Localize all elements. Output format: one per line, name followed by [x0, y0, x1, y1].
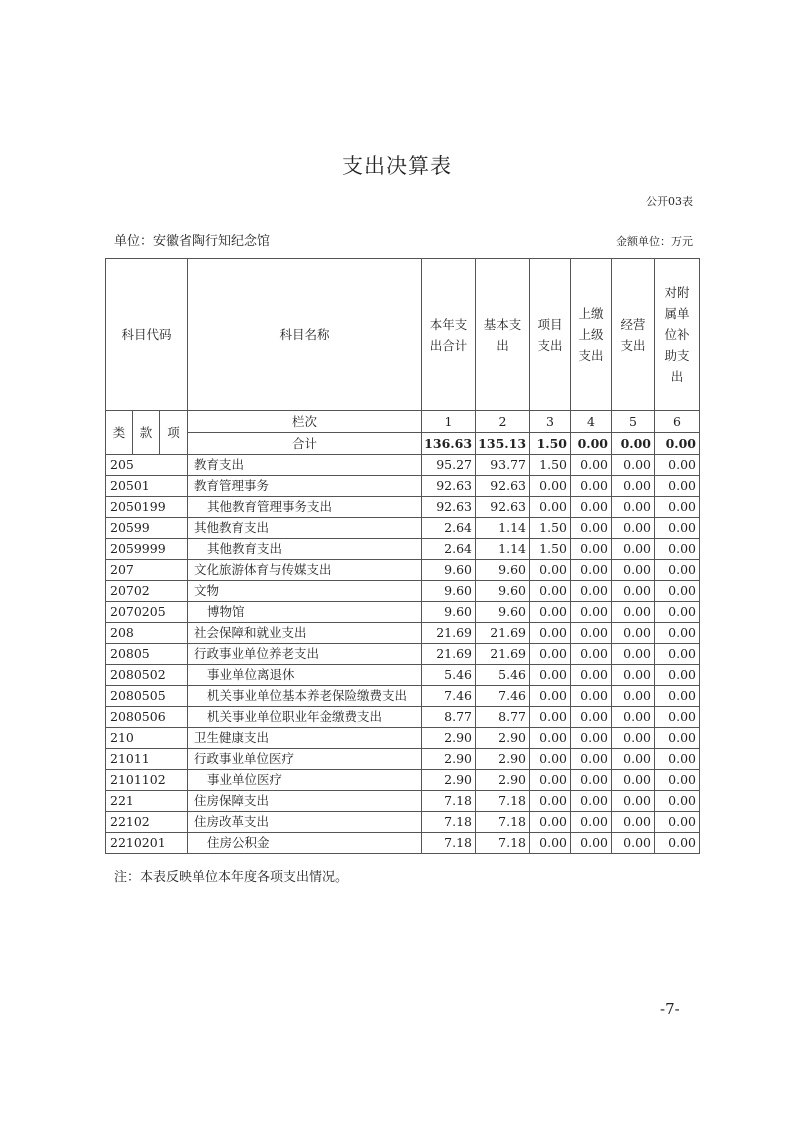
- row-code: 221: [106, 791, 188, 812]
- row-value: 0.00: [530, 581, 571, 602]
- col-number: 2: [476, 411, 530, 433]
- row-value: 0.00: [612, 812, 655, 833]
- row-value: 0.00: [655, 791, 700, 812]
- row-value: 0.00: [655, 665, 700, 686]
- row-value: 9.60: [422, 602, 476, 623]
- row-value: 0.00: [612, 518, 655, 539]
- table-row: [106, 770, 700, 791]
- row-value: 0.00: [655, 497, 700, 518]
- row-name: 教育管理事务: [188, 476, 422, 497]
- header-col-line: 对附: [664, 285, 690, 300]
- row-name: 住房保障支出: [188, 791, 422, 812]
- row-value: 0.00: [612, 728, 655, 749]
- row-value: 0.00: [530, 686, 571, 707]
- row-value: 9.60: [476, 581, 530, 602]
- table-row: [106, 686, 700, 707]
- row-value: 8.77: [476, 707, 530, 728]
- row-code: 2050199: [106, 497, 188, 518]
- column-number-row: [106, 411, 700, 433]
- table-row: [106, 707, 700, 728]
- row-name: 教育支出: [188, 455, 422, 476]
- row-name: 其他教育支出: [188, 539, 422, 560]
- table-note: 注：本表反映单位本年度各项支出情况。: [114, 870, 349, 885]
- header-col-line: 本年支: [429, 316, 468, 332]
- col-number: 3: [530, 411, 571, 433]
- row-value: 0.00: [612, 497, 655, 518]
- header-col-line: 位补: [664, 327, 690, 342]
- header-col-line: 基本支: [483, 316, 522, 332]
- row-value: 0.00: [612, 749, 655, 770]
- row-value: 0.00: [530, 602, 571, 623]
- row-name: 其他教育管理事务支出: [188, 497, 422, 518]
- header-col: [571, 259, 612, 411]
- header-lei: 类: [106, 411, 133, 455]
- row-code: 210: [106, 728, 188, 749]
- row-code: 2070205: [106, 602, 188, 623]
- row-name: 事业单位医疗: [188, 770, 422, 791]
- row-value: 2.64: [422, 518, 476, 539]
- row-code: 2059999: [106, 539, 188, 560]
- header-col-line: 属单: [664, 306, 690, 321]
- row-value: 2.90: [422, 749, 476, 770]
- row-value: 0.00: [571, 476, 612, 497]
- row-value: 0.00: [530, 749, 571, 770]
- row-code: 22102: [106, 812, 188, 833]
- total-value: 0.00: [655, 433, 700, 455]
- row-value: 8.77: [422, 707, 476, 728]
- header-col: [612, 259, 655, 411]
- header-col-line: 经营: [620, 316, 646, 332]
- table-row: [106, 539, 700, 560]
- table-row: [106, 476, 700, 497]
- expenditure-table: [105, 258, 700, 854]
- header-col: [476, 259, 530, 411]
- row-value: 0.00: [655, 518, 700, 539]
- row-value: 0.00: [530, 707, 571, 728]
- row-value: 0.00: [571, 602, 612, 623]
- row-value: 0.00: [530, 560, 571, 581]
- row-code: 21011: [106, 749, 188, 770]
- row-code: 20599: [106, 518, 188, 539]
- row-value: 0.00: [612, 791, 655, 812]
- row-code: 2080506: [106, 707, 188, 728]
- header-col-line: 上缴: [578, 306, 604, 321]
- header-col-line: 支出: [537, 337, 563, 353]
- col-number: 6: [655, 411, 700, 433]
- page-title: 支出决算表: [342, 154, 452, 178]
- header-col-line: 上级: [578, 327, 604, 342]
- table-row: [106, 644, 700, 665]
- col-number: 1: [422, 411, 476, 433]
- row-value: 0.00: [612, 539, 655, 560]
- header-kuan: 款: [133, 411, 160, 455]
- table-row: [106, 455, 700, 476]
- row-value: 1.50: [530, 518, 571, 539]
- row-value: 0.00: [571, 497, 612, 518]
- row-value: 1.14: [476, 518, 530, 539]
- row-value: 0.00: [612, 476, 655, 497]
- row-code: 2080505: [106, 686, 188, 707]
- row-name: 事业单位离退休: [188, 665, 422, 686]
- row-value: 9.60: [422, 560, 476, 581]
- total-value: 136.63: [422, 433, 476, 455]
- row-value: 0.00: [571, 539, 612, 560]
- row-value: 0.00: [612, 770, 655, 791]
- row-value: 0.00: [612, 623, 655, 644]
- row-value: 0.00: [612, 644, 655, 665]
- row-code: 207: [106, 560, 188, 581]
- header-col: [422, 259, 476, 411]
- row-value: 2.90: [476, 749, 530, 770]
- row-name: 住房改革支出: [188, 812, 422, 833]
- row-value: 2.90: [476, 770, 530, 791]
- header-lanci: 栏次: [188, 411, 422, 433]
- header-col-line: 项目: [537, 316, 563, 332]
- row-value: 7.18: [422, 812, 476, 833]
- row-value: 0.00: [530, 812, 571, 833]
- row-value: 21.69: [476, 644, 530, 665]
- row-value: 0.00: [655, 602, 700, 623]
- header-col-line: 支出: [578, 348, 604, 363]
- header-col-line: 助支: [664, 348, 690, 363]
- total-row: [106, 433, 700, 455]
- table-row: [106, 560, 700, 581]
- table-row: [106, 497, 700, 518]
- table-row: [106, 581, 700, 602]
- row-value: 0.00: [655, 581, 700, 602]
- unit-label: 单位：安徽省陶行知纪念馆: [114, 234, 271, 249]
- row-value: 21.69: [422, 623, 476, 644]
- row-value: 0.00: [612, 833, 655, 854]
- col-number: 5: [612, 411, 655, 433]
- row-value: 9.60: [476, 602, 530, 623]
- row-name: 其他教育支出: [188, 518, 422, 539]
- row-value: 0.00: [530, 644, 571, 665]
- row-value: 0.00: [655, 539, 700, 560]
- row-value: 5.46: [422, 665, 476, 686]
- row-value: 7.18: [476, 833, 530, 854]
- row-value: 0.00: [655, 812, 700, 833]
- row-value: 0.00: [571, 686, 612, 707]
- table-row: [106, 812, 700, 833]
- row-value: 7.18: [476, 791, 530, 812]
- row-value: 9.60: [422, 581, 476, 602]
- row-name: 社会保障和就业支出: [188, 623, 422, 644]
- row-value: 92.63: [422, 476, 476, 497]
- row-value: 21.69: [476, 623, 530, 644]
- row-value: 0.00: [571, 791, 612, 812]
- money-unit-label: 金额单位：万元: [616, 235, 693, 248]
- total-value: 135.13: [476, 433, 530, 455]
- header-col: [655, 259, 700, 411]
- total-value: 0.00: [571, 433, 612, 455]
- row-value: 92.63: [476, 476, 530, 497]
- total-value: 1.50: [530, 433, 571, 455]
- row-value: 0.00: [655, 623, 700, 644]
- row-value: 5.46: [476, 665, 530, 686]
- row-value: 93.77: [476, 455, 530, 476]
- row-value: 0.00: [612, 581, 655, 602]
- row-name: 机关事业单位基本养老保险缴费支出: [188, 686, 422, 707]
- row-value: 2.90: [476, 728, 530, 749]
- table-row: [106, 749, 700, 770]
- row-value: 0.00: [530, 770, 571, 791]
- row-name: 机关事业单位职业年金缴费支出: [188, 707, 422, 728]
- header-col-line: 出: [670, 369, 684, 384]
- row-code: 2210201: [106, 833, 188, 854]
- col-number: 4: [571, 411, 612, 433]
- row-value: 7.46: [422, 686, 476, 707]
- row-value: 0.00: [571, 728, 612, 749]
- row-value: 2.64: [422, 539, 476, 560]
- row-value: 0.00: [530, 728, 571, 749]
- header-row: [106, 259, 700, 411]
- row-name: 住房公积金: [188, 833, 422, 854]
- header-col-line: 支出: [620, 337, 646, 353]
- total-value: 0.00: [612, 433, 655, 455]
- row-value: 92.63: [476, 497, 530, 518]
- row-value: 0.00: [530, 476, 571, 497]
- row-value: 0.00: [571, 833, 612, 854]
- table-row: [106, 728, 700, 749]
- row-value: 0.00: [530, 791, 571, 812]
- row-value: 2.90: [422, 770, 476, 791]
- table-row: [106, 833, 700, 854]
- row-name: 行政事业单位养老支出: [188, 644, 422, 665]
- row-value: 0.00: [571, 455, 612, 476]
- row-code: 2080502: [106, 665, 188, 686]
- row-value: 0.00: [655, 455, 700, 476]
- row-name: 文物: [188, 581, 422, 602]
- table-row: [106, 665, 700, 686]
- row-value: 0.00: [655, 644, 700, 665]
- row-value: 92.63: [422, 497, 476, 518]
- header-col: [530, 259, 571, 411]
- table-row: [106, 623, 700, 644]
- header-code: 科目代码: [106, 259, 188, 411]
- row-value: 0.00: [655, 728, 700, 749]
- row-name: 卫生健康支出: [188, 728, 422, 749]
- row-value: 0.00: [571, 518, 612, 539]
- row-value: 0.00: [530, 833, 571, 854]
- page-number: -7-: [660, 1000, 680, 1018]
- table-row: [106, 791, 700, 812]
- row-value: 2.90: [422, 728, 476, 749]
- row-value: 0.00: [571, 581, 612, 602]
- row-code: 20501: [106, 476, 188, 497]
- row-value: 0.00: [530, 497, 571, 518]
- header-xiang: 项: [160, 411, 188, 455]
- row-code: 205: [106, 455, 188, 476]
- row-code: 208: [106, 623, 188, 644]
- row-value: 0.00: [571, 812, 612, 833]
- row-value: 95.27: [422, 455, 476, 476]
- row-value: 1.50: [530, 455, 571, 476]
- row-value: 0.00: [655, 707, 700, 728]
- row-value: 0.00: [530, 623, 571, 644]
- row-value: 0.00: [571, 644, 612, 665]
- row-value: 0.00: [655, 686, 700, 707]
- header-name: 科目名称: [188, 259, 422, 411]
- row-value: 0.00: [612, 602, 655, 623]
- header-col-line: 出: [496, 337, 509, 353]
- table-row: [106, 602, 700, 623]
- row-value: 0.00: [655, 770, 700, 791]
- row-value: 0.00: [612, 455, 655, 476]
- row-value: 1.50: [530, 539, 571, 560]
- row-value: 0.00: [655, 476, 700, 497]
- row-value: 7.18: [422, 833, 476, 854]
- row-value: 0.00: [571, 560, 612, 581]
- row-value: 0.00: [612, 707, 655, 728]
- table-row: [106, 518, 700, 539]
- form-number: 公开03表: [646, 195, 693, 208]
- row-value: 21.69: [422, 644, 476, 665]
- table-body: [106, 455, 700, 854]
- row-code: 2101102: [106, 770, 188, 791]
- row-code: 20805: [106, 644, 188, 665]
- row-value: 0.00: [530, 665, 571, 686]
- row-value: 7.18: [422, 791, 476, 812]
- row-value: 0.00: [612, 665, 655, 686]
- row-value: 7.46: [476, 686, 530, 707]
- row-name: 行政事业单位医疗: [188, 749, 422, 770]
- row-value: 0.00: [612, 686, 655, 707]
- header-col-line: 出合计: [429, 337, 468, 353]
- row-name: 文化旅游体育与传媒支出: [188, 560, 422, 581]
- row-value: 0.00: [655, 749, 700, 770]
- row-code: 20702: [106, 581, 188, 602]
- row-value: 0.00: [571, 707, 612, 728]
- row-name: 博物馆: [188, 602, 422, 623]
- row-value: 7.18: [476, 812, 530, 833]
- row-value: 0.00: [655, 560, 700, 581]
- row-value: 0.00: [612, 560, 655, 581]
- row-value: 0.00: [571, 665, 612, 686]
- row-value: 0.00: [571, 623, 612, 644]
- row-value: 0.00: [571, 749, 612, 770]
- row-value: 9.60: [476, 560, 530, 581]
- row-value: 0.00: [571, 770, 612, 791]
- row-value: 1.14: [476, 539, 530, 560]
- total-label: 合计: [188, 433, 422, 455]
- row-value: 0.00: [655, 833, 700, 854]
